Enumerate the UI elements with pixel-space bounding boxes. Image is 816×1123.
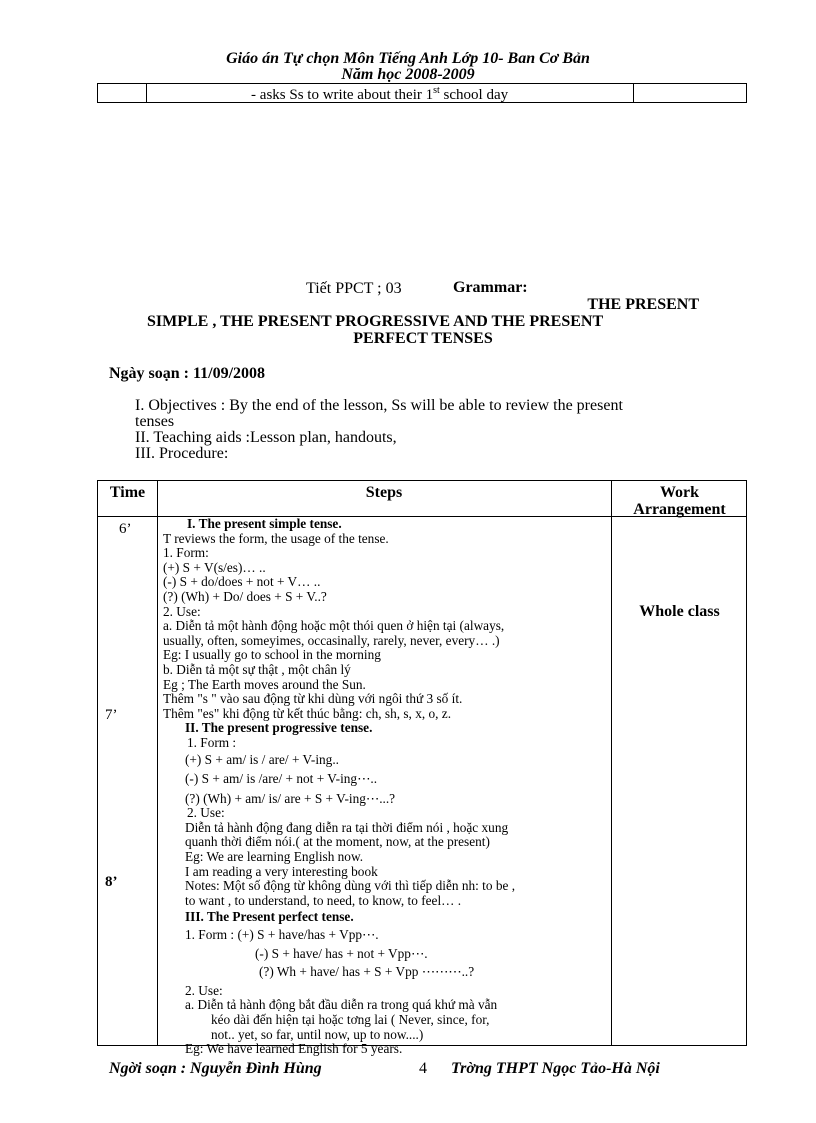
time-3: 8’ — [105, 874, 118, 890]
section-heading: I. The present simple tense. — [187, 516, 342, 531]
footer-author: Ngời soạn : Nguyễn Đình Hùng — [109, 1060, 322, 1077]
time-1: 6’ — [119, 521, 132, 537]
lesson-title-1: THE PRESENT — [587, 296, 699, 313]
previous-lesson-row — [97, 83, 747, 103]
time-2: 7’ — [105, 707, 118, 723]
section-heading: II. The present progressive tense. — [185, 720, 373, 736]
lesson-title-3: PERFECT TENSES — [353, 330, 493, 347]
work-arrangement-value: Whole class — [639, 603, 720, 620]
header-title: Giáo án Tự chọn Môn Tiếng Anh Lớp 10- Ban Cơ Bản — [226, 50, 590, 67]
page-number: 4 — [419, 1060, 427, 1077]
grammar-label: Grammar: — [453, 279, 528, 296]
prepared-date: Ngày soạn : 11/09/2008 — [109, 365, 266, 382]
section-heading: III. The Present perfect tense. — [185, 909, 354, 925]
objectives: I. Objectives : By the end of the lesson, Ss will be able to review the present tenses II. Teaching aids :Lesson plan, handouts, III. Procedure: — [135, 397, 623, 462]
time-header: Time — [109, 484, 146, 501]
period-label: Tiết PPCT ; 03 — [306, 280, 402, 297]
lesson-table — [97, 480, 747, 1057]
footer-school: Trờng THPT Ngọc Tảo-Hà Nội — [451, 1060, 660, 1077]
teaching-aids: II. Teaching aids :Lesson plan, handouts, — [135, 429, 397, 446]
steps-header: Steps — [365, 484, 403, 501]
lesson-title-2: SIMPLE , THE PRESENT PROGRESSIVE AND THE PRESENT — [147, 313, 604, 330]
procedure: III. Procedure: — [135, 445, 229, 462]
steps-content: I. The present simple tense. T reviews the form, the usage of the tense. 1. Form: (+) S + V(s/es)… .. (-) S + do/does + not + V… .. (?) (Wh) + Do/ does + S + V..? 2. Use: a. Diễn tả một hành động hoặc một thói quen ở hiện tại (always, usually, often, someyimes, occasinally, rarely, never, every… .) Eg: I usually go to school in the morning b. Diễn tả một sự thật , một chân lý Eg ; The Earth moves around the Sun. Thêm "s " vào sau động từ khi dùng với ngôi thứ 3 số ít. Thêm "es" khi động từ kết thúc bằng: ch, sh, s, x, o, z. II. The present progressive tense. 1. Form : (+) S + am/ is / are/ + V-ing.. (-) S + am/ is /are/ + not + V-ing⋯.. (?) (Wh) + am/ is/ are + S + V-ing⋯...? 2. Use: Diễn tả hành động đang diễn ra tại thời điểm nói , hoặc xung quanh thời điểm nói.( at the moment, now, at the present) Eg: We are learning English now. I am reading a very interesting book Notes: Một số động từ không dùng với thì tiếp diễn nh: to be , to want , to understand, to need, to know, to feel… . III. The Present perfect tense. 1. Form : (+) S + have/has + Vpp⋯. (-) S + have/ has + not + Vpp⋯. (?) Wh + have/ has + S + Vpp ⋯⋯⋯..? 2. Use: a. Diễn tả hành động bắt đầu diễn ra trong quá khứ mà vẫn kéo dài đến hiện tại hoặc tơng lai ( Never, since, for, not.. yet, so far, until now, up to now....) Eg: We have learned English for 5 years. — [163, 517, 613, 1057]
previous-lesson-text: - asks Ss to write about their 1st school day — [147, 84, 634, 103]
header-year: Năm học 2008-2009 — [341, 66, 475, 83]
work-header: Work Arrangement — [633, 484, 726, 518]
